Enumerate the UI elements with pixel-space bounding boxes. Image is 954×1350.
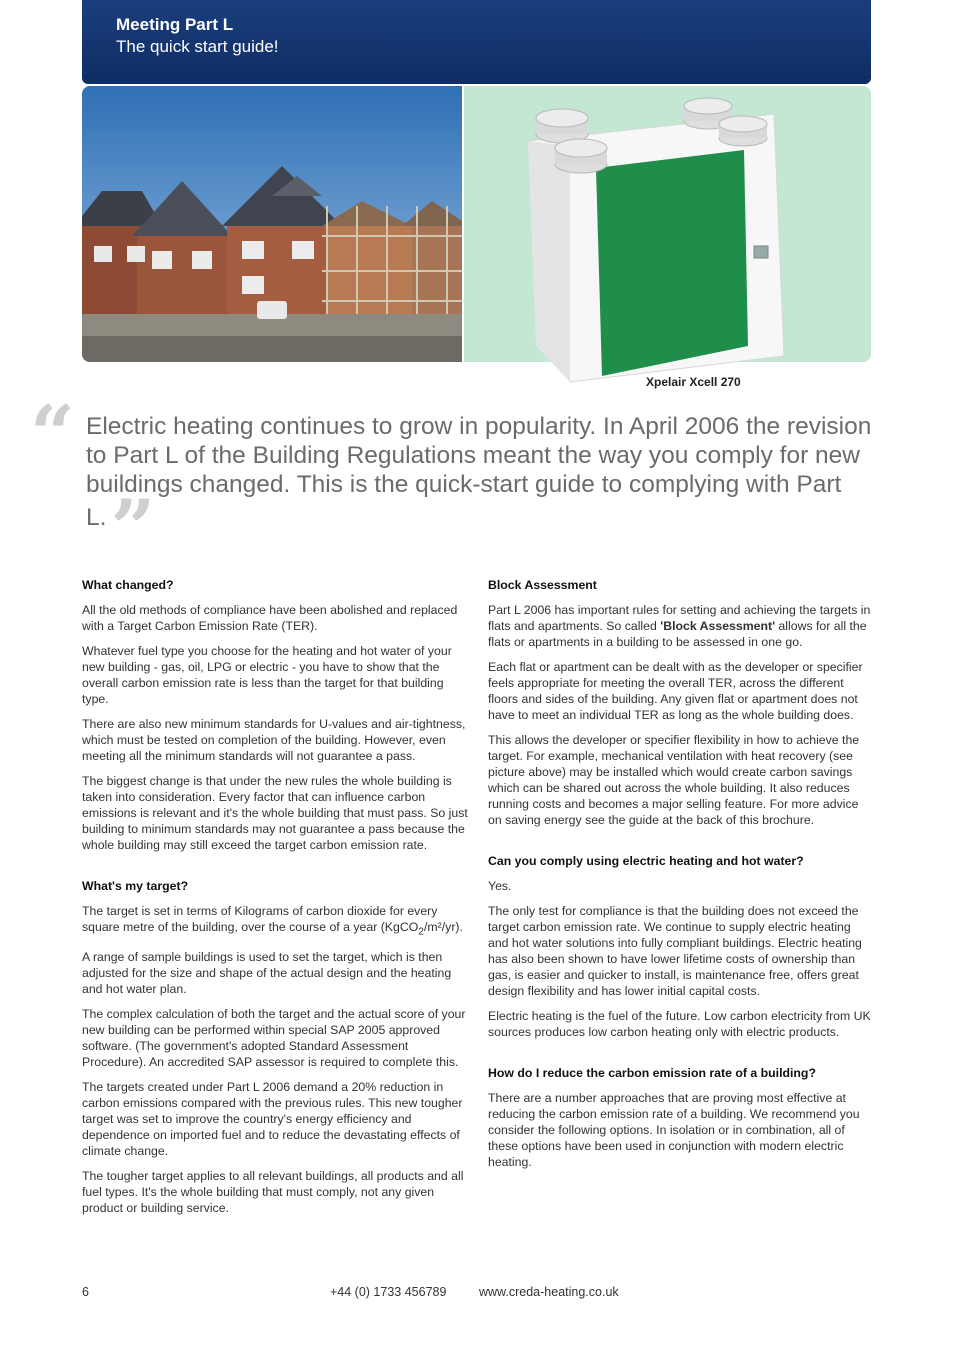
- paragraph: Yes.: [488, 879, 512, 893]
- paragraph: [488, 602, 874, 650]
- product-caption: Xpelair Xcell 270: [646, 375, 741, 389]
- paragraph: Whatever fuel type you choose for the heating and hot water of your new building - gas, oil, LPG or electric - you have to show that the overall carbon emission rate is less than the target for that building type.: [82, 644, 452, 706]
- paragraph: [82, 903, 468, 940]
- header-title: Meeting Part L: [116, 15, 234, 34]
- paragraph-text: The target is set in terms of Kilograms of carbon dioxide for every square metre of the building, over the course of a year (KgCO: [82, 904, 438, 934]
- paragraph: Electric heating is the fuel of the future. Low carbon electricity from UK sources produces low carbon heating only with electric products.: [488, 1009, 871, 1039]
- paragraph: The only test for compliance is that the building does not exceed the target carbon emission rate. We continue to supply electric heating and hot water solutions into fully compliant buildings. Electric heating has also been shown to have lower lifetime costs of ownership than gas, is easier and quicker to install, is maintenance free, offers great design flexibility and has lower initial capital costs.: [488, 904, 862, 998]
- close-quote-mark: ”: [110, 483, 156, 574]
- page-header: [82, 0, 871, 84]
- paragraph: The complex calculation of both the target and the actual score of your new building can be performed within special SAP 2005 approved software. (The government's adopted Standard Assessment Procedure). An accredited SAP assessor is required to complete this.: [82, 1007, 466, 1070]
- paragraph: There are a number approaches that are proving most effective at reducing the carbon emission rate of a building. We recommend you consider the following options. In isolation or in combination, all of these options have been used in conjunction with modern electric heating.: [488, 1091, 860, 1169]
- ventilation-unit-image: [464, 86, 871, 396]
- section-heading-what-changed: What changed?: [82, 578, 174, 592]
- pull-quote: [86, 412, 886, 574]
- paragraph: This allows the developer or specifier flexibility in how to achieve the target. For example, mechanical ventilation with heat recovery (see picture above) may be installed which would create carbon savings which can be shared out across the whole building. It also reduces running costs and becomes a major selling feature. For more advice on saving energy see the guide at the back of this brochure.: [488, 733, 860, 827]
- section-heading-comply-electric: Can you comply using electric heating and hot water?: [488, 854, 804, 868]
- paragraph: The tougher target applies to all relevant buildings, all products and all fuel types. It's the whole building that must comply, not any given product or building service.: [82, 1169, 464, 1216]
- footer-website-link[interactable]: www.creda-heating.co.uk: [479, 1285, 619, 1299]
- section-heading-reduce-emission: How do I reduce the carbon emission rate of a building?: [488, 1066, 816, 1080]
- right-column: [488, 577, 874, 1179]
- construction-photo: [82, 86, 462, 362]
- page-number: 6: [82, 1285, 89, 1299]
- bold-term: 'Block Assessment': [660, 619, 776, 633]
- paragraph: All the old methods of compliance have been abolished and replaced with a Target Carbon Emission Rate (TER).: [82, 603, 458, 633]
- paragraph: There are also new minimum standards for U-values and air-tightness, which must be tested on completion of the building. However, even meeting all the minimum standards will not guarantee a pass.: [82, 717, 466, 763]
- footer-phone: +44 (0) 1733 456789: [330, 1285, 447, 1299]
- header-subtitle: The quick start guide!: [116, 37, 279, 56]
- open-quote-mark: “: [30, 389, 75, 480]
- subscript: 2: [418, 926, 424, 938]
- paragraph: Each flat or apartment can be dealt with as the developer or specifier feels appropriate for meeting the overall TER, across the different floors and sides of the building. Any given flat or apartment does not have to meet an individual TER as long as the whole building does.: [488, 660, 863, 722]
- paragraph: The biggest change is that under the new rules the whole building is taken into consideration. Every factor that can influence carbon emissions is relevant and it's the whole building that must pass. So just building to minimum standards may not guarantee a pass because the whole building may still exceed the target carbon emission rate.: [82, 774, 468, 852]
- paragraph-text: allows for all the flats or apartments in a building to be assessed in one go.: [488, 619, 867, 649]
- paragraph-text: Part L 2006 has important rules for setting and achieving the targets in flats and apartments. So called: [488, 603, 871, 633]
- paragraph: A range of sample buildings is used to set the target, which is then adjusted for the size and shape of the actual design and the heating and hot water plan.: [82, 950, 452, 997]
- product-photo-panel: [464, 86, 871, 362]
- left-column: [82, 577, 468, 1225]
- pull-quote-text: Electric heating continues to grow in popularity. In April 2006 the revision to Part L of the Building Regulations meant the way you comply for new buildings changed. This is the quick-start guide to complying with Part L.: [86, 413, 872, 531]
- paragraph-text: /m²/yr).: [424, 920, 463, 934]
- section-heading-whats-my-target: What's my target?: [82, 879, 189, 893]
- paragraph: The targets created under Part L 2006 demand a 20% reduction in carbon emissions compared with the previous rules. This new tougher target was set to improve the country's energy efficiency and dependence on imported fuel and to reduce the devastating effects of climate change.: [82, 1080, 463, 1159]
- section-heading-block-assessment: Block Assessment: [488, 578, 597, 592]
